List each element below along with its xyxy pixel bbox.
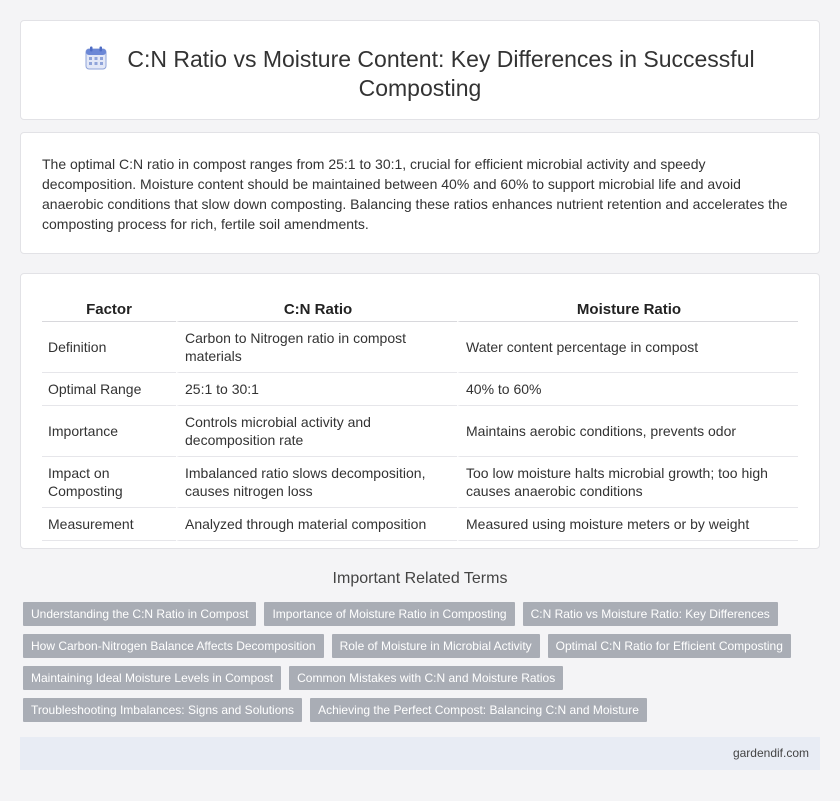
related-term-tag[interactable]: Common Mistakes with C:N and Moisture Ratios (289, 666, 563, 690)
table-row (42, 406, 798, 457)
table-cell: 40% to 60% (457, 373, 798, 406)
comparison-table (42, 294, 798, 541)
table-cell: Carbon to Nitrogen ratio in compost materials (176, 322, 457, 373)
table-cell: Definition (42, 322, 176, 373)
related-term-tag[interactable]: Troubleshooting Imbalances: Signs and Solutions (23, 698, 302, 722)
related-term-tag[interactable]: Importance of Moisture Ratio in Composting (264, 602, 514, 626)
table-row (42, 373, 798, 406)
table-cell: Water content percentage in compost (457, 322, 798, 373)
table-cell: Impact on Composting (42, 457, 176, 508)
table-cell: Importance (42, 406, 176, 457)
table-cell: Measurement (42, 508, 176, 541)
table-header-moisture-ratio: Moisture Ratio (457, 294, 798, 322)
calendar-icon (85, 46, 107, 70)
related-terms-title: Important Related Terms (332, 570, 508, 587)
related-term-tag[interactable]: Maintaining Ideal Moisture Levels in Compost (23, 666, 281, 690)
table-row (42, 457, 798, 508)
footer-site-link[interactable]: gardendif.com (732, 746, 809, 760)
table-header-row (42, 294, 798, 322)
related-term-tag[interactable]: Optimal C:N Ratio for Efficient Composting (548, 634, 791, 658)
table-cell: 25:1 to 30:1 (176, 373, 457, 406)
page-title: C:N Ratio vs Moisture Content: Key Differences in Successful Composting (127, 46, 755, 101)
table-cell: Too low moisture halts microbial growth; too high causes anaerobic conditions (457, 457, 798, 508)
summary-card (20, 132, 820, 254)
summary-text: The optimal C:N ratio in compost ranges from 25:1 to 30:1, crucial for efficient microbial activity and speedy decomposition. Moisture content should be maintained between 40% and 60% to support microbial life and avoid anaerobic conditions that slow down composting. Balancing these ratios enhances nutrient retention and accelerates the composting process for rich, fertile soil amendments. (42, 156, 788, 232)
comparison-table-card (20, 273, 820, 549)
header-card (20, 20, 820, 120)
related-term-tag[interactable]: Role of Moisture in Microbial Activity (332, 634, 540, 658)
related-term-tag[interactable]: Achieving the Perfect Compost: Balancing C:N and Moisture (310, 698, 647, 722)
table-cell: Imbalanced ratio slows decomposition, causes nitrogen loss (176, 457, 457, 508)
related-term-tag[interactable]: C:N Ratio vs Moisture Ratio: Key Differences (523, 602, 778, 626)
table-cell: Measured using moisture meters or by weight (457, 508, 798, 541)
related-term-tag[interactable]: Understanding the C:N Ratio in Compost (23, 602, 256, 626)
related-terms-tags (23, 602, 803, 722)
table-cell: Optimal Range (42, 373, 176, 406)
table-row (42, 322, 798, 373)
table-cell: Maintains aerobic conditions, prevents odor (457, 406, 798, 457)
page-title-wrap (71, 45, 769, 103)
table-row (42, 508, 798, 541)
related-term-tag[interactable]: How Carbon-Nitrogen Balance Affects Decomposition (23, 634, 324, 658)
table-cell: Controls microbial activity and decomposition rate (176, 406, 457, 457)
table-header-factor: Factor (42, 294, 176, 322)
footer (20, 737, 820, 770)
table-header-cn-ratio: C:N Ratio (176, 294, 457, 322)
table-cell: Analyzed through material composition (176, 508, 457, 541)
